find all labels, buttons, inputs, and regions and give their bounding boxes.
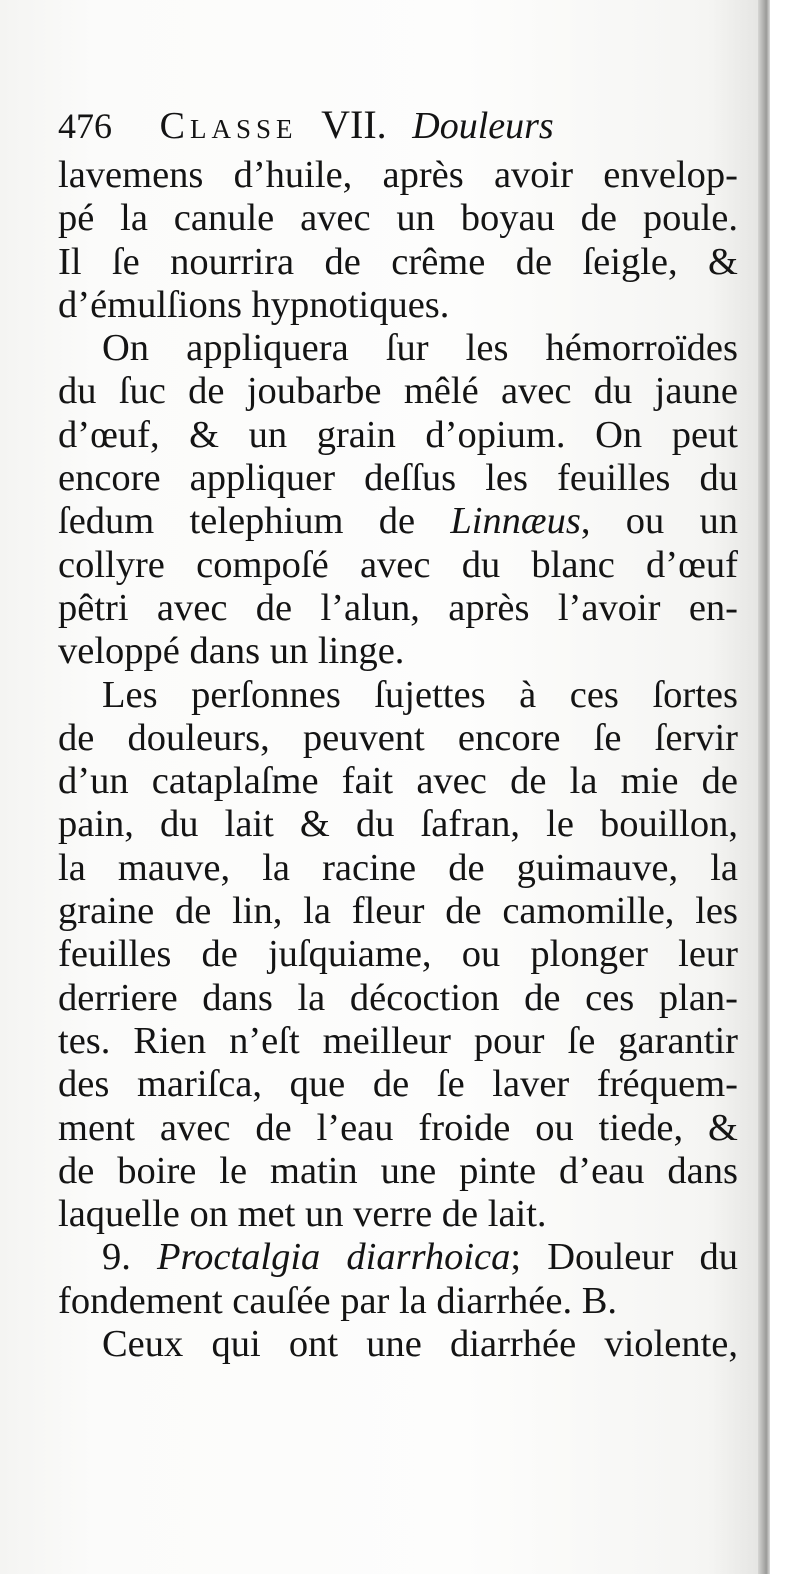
text-segment: 9.	[102, 1236, 158, 1279]
paragraph-diarrhee	[58, 1323, 738, 1366]
paragraph-hemorroides	[58, 327, 738, 673]
paragraph-continuation	[58, 154, 738, 327]
text-line-mixed	[58, 1236, 738, 1279]
header-classe: Classe	[159, 105, 298, 147]
text-line: pé la canule avec un boyau de poule.	[58, 197, 738, 240]
text-line: Les perſonnes ſujettes à ces ſortes	[102, 673, 738, 716]
text-line: tes. Rien n’eſt meilleur pour ſe garantir	[58, 1019, 738, 1062]
page-edge-shadow	[758, 0, 770, 1574]
text-segment: ; Douleur du	[510, 1236, 739, 1279]
running-header	[58, 96, 738, 154]
text-line: feuilles de juſquiame, ou plonger leur	[58, 933, 738, 976]
text-line: d’émulſions hypnotiques.	[58, 283, 450, 326]
text-line: Il ſe nourrira de crême de ſeigle, &	[58, 240, 738, 283]
text-line: de boire le matin une pinte d’eau dans	[58, 1149, 738, 1192]
paragraph-personnes	[58, 674, 738, 1237]
text-line: Ceux qui ont une diarrhée violente,	[102, 1323, 738, 1366]
text-line: derriere dans la décoction de ces plan-	[58, 976, 738, 1019]
text-line: la mauve, la racine de guimauve, la	[58, 846, 738, 889]
text-line: de douleurs, peuvent encore ſe ſervir	[58, 716, 738, 759]
text-line: pêtri avec de l’alun, après l’avoir en-	[58, 586, 738, 629]
italic-term-proctalgia: Proctalgia diarrhoica	[157, 1236, 511, 1279]
text-line: veloppé dans un linge.	[58, 630, 405, 673]
text-line: encore appliquer deſſus les feuilles du	[58, 457, 738, 500]
page-number: 476	[58, 106, 112, 146]
text-line: collyre compoſé avec du blanc d’œuf	[58, 543, 738, 586]
text-line: d’un cataplaſme fait avec de la mie de	[58, 760, 738, 803]
text-line: des mariſca, que de ſe laver fréquem-	[58, 1063, 738, 1106]
text-line: On appliquera ſur les hémorroïdes	[102, 327, 738, 370]
page-text	[58, 96, 738, 1366]
text-line: fondement cauſée par la diarrhée. B.	[58, 1279, 618, 1322]
italic-name-linnaeus: Linnæus	[450, 500, 581, 543]
paragraph-proctalgia	[58, 1236, 738, 1323]
text-line: laquelle on met un verre de lait.	[58, 1193, 547, 1236]
text-line-mixed	[58, 500, 738, 543]
text-line: graine de lin, la fleur de camomille, les	[58, 890, 738, 933]
running-head-title: Douleurs	[412, 105, 554, 147]
text-line: ment avec de l’eau froide ou tiede, &	[58, 1106, 738, 1149]
text-segment: ſedum telephium de	[58, 500, 451, 543]
text-segment: , ou un	[580, 500, 738, 543]
text-line: pain, du lait & du ſafran, le bouillon,	[58, 803, 738, 846]
text-line: d’œuf, & un grain d’opium. On peut	[58, 413, 738, 456]
text-line: lavemens d’huile, après avoir envelop-	[58, 154, 738, 196]
header-classe-number: VII.	[321, 102, 387, 147]
text-line: du ſuc de joubarbe mêlé avec du jaune	[58, 370, 738, 413]
